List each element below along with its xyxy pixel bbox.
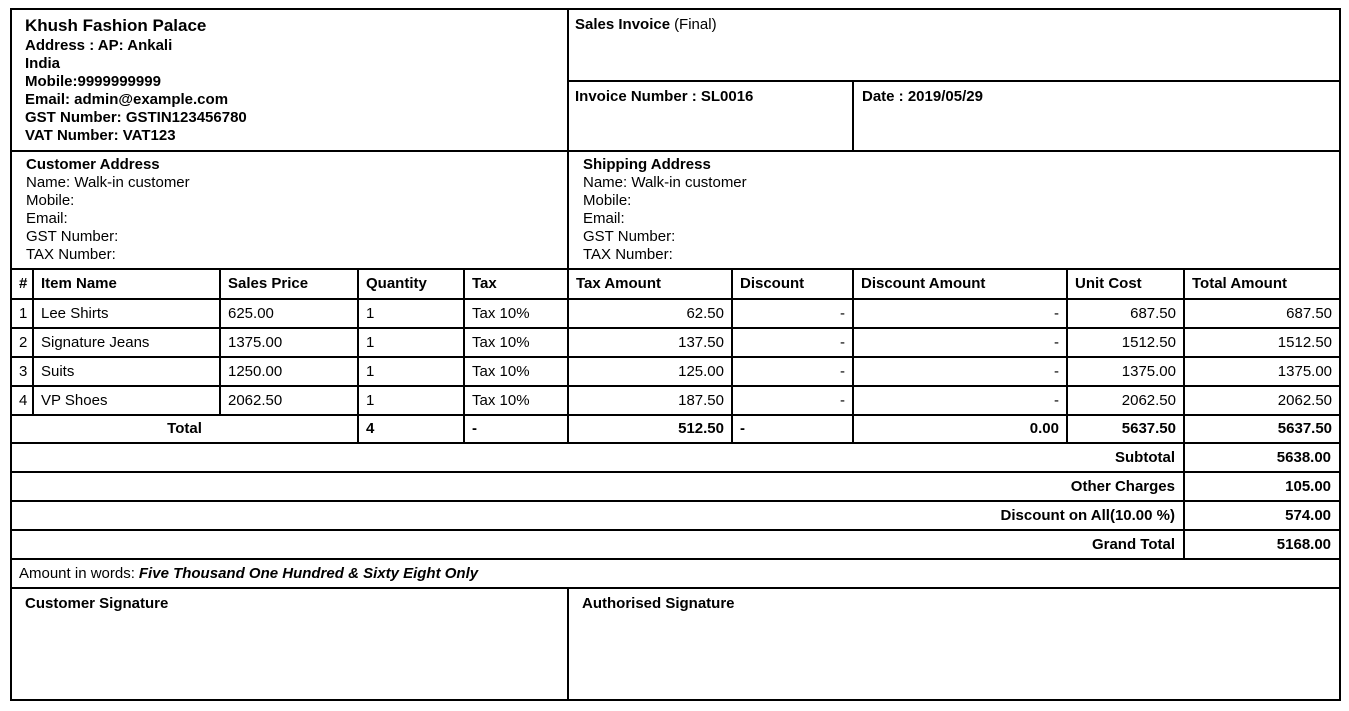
amount-in-words — [11, 559, 1340, 588]
amount-in-words-row — [11, 559, 1340, 588]
column-header-discount-amount: Discount Amount — [853, 269, 1067, 299]
summary-row — [11, 501, 1340, 530]
total-amount-cell: 1375.00 — [1184, 357, 1340, 386]
amount-in-words-value: Five Thousand One Hundred & Sixty Eight Only — [138, 565, 479, 582]
tax-amount-cell: 125.00 — [568, 357, 732, 386]
company-email-line: Email: admin@example.com — [25, 91, 229, 108]
authorised-signature-label: Authorised Signature — [582, 595, 735, 612]
discount-cell: - — [732, 357, 853, 386]
tax-cell: Tax 10% — [464, 386, 568, 415]
shipping-name-line: Name: Walk-in customer — [583, 174, 747, 191]
column-header-total-amount: Total Amount — [1184, 269, 1340, 299]
column-header-quantity: Quantity — [358, 269, 464, 299]
quantity-cell: 1 — [358, 328, 464, 357]
unit-cost-cell: 687.50 — [1067, 299, 1184, 328]
total-discount: - — [732, 415, 853, 443]
invoice-title-cell — [568, 9, 1340, 81]
summary-value-grand-total: 5168.00 — [1184, 530, 1340, 559]
table-row — [11, 328, 1340, 357]
column-header-sales-price: Sales Price — [220, 269, 358, 299]
row-number-cell: 2 — [11, 328, 33, 357]
company-country-line: India — [25, 55, 61, 72]
quantity-cell: 1 — [358, 386, 464, 415]
sales-price-cell: 1375.00 — [220, 328, 358, 357]
sales-price-cell: 1250.00 — [220, 357, 358, 386]
shipping-gst-line: GST Number: — [583, 228, 676, 245]
discount-cell: - — [732, 386, 853, 415]
unit-cost-cell: 1512.50 — [1067, 328, 1184, 357]
item-name-cell: VP Shoes — [33, 386, 220, 415]
shipping-address-heading: Shipping Address — [583, 156, 711, 173]
invoice-title-suffix: (Final) — [674, 16, 717, 33]
total-tax: - — [464, 415, 568, 443]
table-row — [11, 299, 1340, 328]
company-address-line: Address : AP: Ankali — [25, 37, 173, 54]
shipping-address — [568, 151, 1340, 269]
total-label: Total — [11, 415, 358, 443]
sales-price-cell: 2062.50 — [220, 386, 358, 415]
company-name: Khush Fashion Palace — [25, 16, 207, 35]
discount-amount-cell: - — [853, 357, 1067, 386]
customer-address — [11, 151, 568, 269]
signature-row — [11, 588, 1340, 700]
column-header-item-name: Item Name — [33, 269, 220, 299]
shipping-tax-line: TAX Number: — [583, 246, 673, 263]
tax-cell: Tax 10% — [464, 328, 568, 357]
total-tax-amount: 512.50 — [568, 415, 732, 443]
shipping-mobile-line: Mobile: — [583, 192, 632, 209]
discount-amount-cell: - — [853, 386, 1067, 415]
company-mobile-line: Mobile:9999999999 — [25, 73, 161, 90]
summary-value-discount-on-all: 574.00 — [1184, 501, 1340, 530]
customer-signature-label: Customer Signature — [25, 595, 169, 612]
table-total-row — [11, 415, 1340, 443]
quantity-cell: 1 — [358, 299, 464, 328]
column-header-discount: Discount — [732, 269, 853, 299]
invoice-title: Sales Invoice — [575, 16, 671, 33]
items-table-header — [11, 269, 1340, 299]
table-row — [11, 386, 1340, 415]
company-info — [11, 9, 568, 151]
summary-label-other-charges: Other Charges — [11, 472, 1184, 501]
total-quantity: 4 — [358, 415, 464, 443]
tax-amount-cell: 187.50 — [568, 386, 732, 415]
total-amount-cell: 1512.50 — [1184, 328, 1340, 357]
column-header-tax: Tax — [464, 269, 568, 299]
authorised-signature-cell — [568, 588, 1340, 700]
invoice-number: Invoice Number : SL0016 — [568, 81, 853, 152]
column-header-tax-amount: Tax Amount — [568, 269, 732, 299]
company-vat-line: VAT Number: VAT123 — [25, 127, 176, 144]
customer-mobile-line: Mobile: — [26, 192, 75, 209]
customer-tax-line: TAX Number: — [26, 246, 116, 263]
row-number-cell: 1 — [11, 299, 33, 328]
item-name-cell: Suits — [33, 357, 220, 386]
total-unit-cost: 5637.50 — [1067, 415, 1184, 443]
customer-email-line: Email: — [26, 210, 68, 227]
total-discount-amount: 0.00 — [853, 415, 1067, 443]
discount-cell: - — [732, 299, 853, 328]
summary-row — [11, 530, 1340, 559]
summary-label-grand-total: Grand Total — [11, 530, 1184, 559]
item-name-cell: Lee Shirts — [33, 299, 220, 328]
total-amount-cell: 2062.50 — [1184, 386, 1340, 415]
company-gst-line: GST Number: GSTIN123456780 — [25, 109, 247, 126]
item-name-cell: Signature Jeans — [33, 328, 220, 357]
table-row — [11, 357, 1340, 386]
sales-price-cell: 625.00 — [220, 299, 358, 328]
discount-cell: - — [732, 328, 853, 357]
customer-name-line: Name: Walk-in customer — [26, 174, 190, 191]
tax-amount-cell: 137.50 — [568, 328, 732, 357]
customer-gst-line: GST Number: — [26, 228, 119, 245]
column-header-unit-cost: Unit Cost — [1067, 269, 1184, 299]
tax-cell: Tax 10% — [464, 357, 568, 386]
column-header-num: # — [11, 269, 33, 299]
quantity-cell: 1 — [358, 357, 464, 386]
discount-amount-cell: - — [853, 328, 1067, 357]
summary-value-subtotal: 5638.00 — [1184, 443, 1340, 472]
tax-cell: Tax 10% — [464, 299, 568, 328]
summary-row — [11, 443, 1340, 472]
amount-in-words-label: Amount in words: — [19, 565, 135, 582]
invoice-date: Date : 2019/05/29 — [853, 81, 1340, 152]
summary-label-subtotal: Subtotal — [11, 443, 1184, 472]
tax-amount-cell: 62.50 — [568, 299, 732, 328]
total-amount-cell: 687.50 — [1184, 299, 1340, 328]
total-total-amount: 5637.50 — [1184, 415, 1340, 443]
shipping-email-line: Email: — [583, 210, 625, 227]
row-number-cell: 4 — [11, 386, 33, 415]
invoice-document — [10, 8, 1341, 701]
summary-label-discount-on-all: Discount on All(10.00 %) — [11, 501, 1184, 530]
unit-cost-cell: 2062.50 — [1067, 386, 1184, 415]
row-number-cell: 3 — [11, 357, 33, 386]
customer-signature-cell — [11, 588, 568, 700]
summary-row — [11, 472, 1340, 501]
summary-value-other-charges: 105.00 — [1184, 472, 1340, 501]
discount-amount-cell: - — [853, 299, 1067, 328]
unit-cost-cell: 1375.00 — [1067, 357, 1184, 386]
customer-address-heading: Customer Address — [26, 156, 160, 173]
